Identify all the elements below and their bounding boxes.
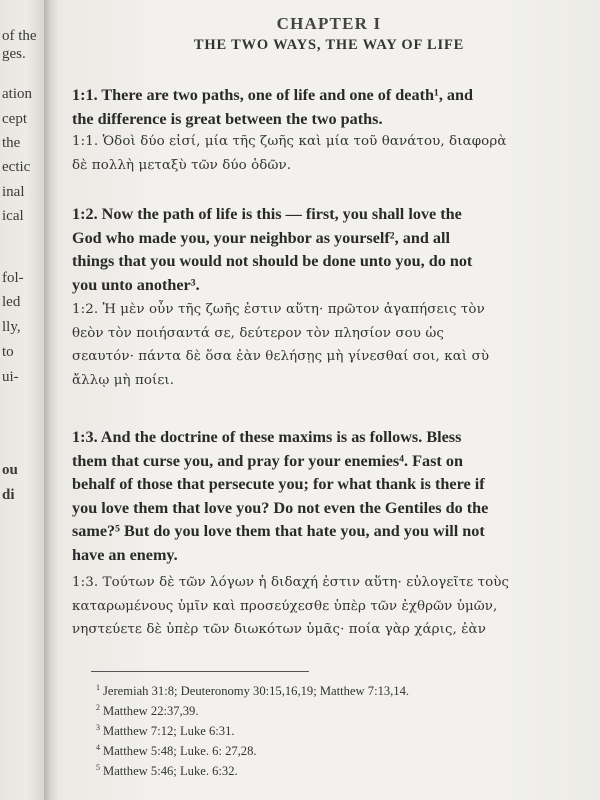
chapter-subtitle: THE TWO WAYS, THE WAY OF LIFE: [193, 37, 465, 53]
left-page-line: ui-: [2, 369, 19, 385]
footnote: [96, 683, 409, 699]
book-page: [58, 0, 600, 800]
greek-line: σεαυτόν· πάντα δὲ ὅσα ἐὰν θελήσῃς μὴ γίνεσθαί σοι, καὶ σὺ: [72, 349, 490, 364]
left-page-line: the: [2, 135, 21, 151]
left-page-line: inal: [2, 184, 25, 200]
verse-1-1-greek: [72, 130, 592, 177]
verse-1-3-greek: [72, 571, 592, 642]
left-page-line: to: [2, 344, 14, 360]
greek-line: 1:2. Ἡ μὲν οὖν τῆς ζωῆς ἐστιν αὕτη· πρῶτον ἀγαπήσεις τὸν: [72, 302, 485, 317]
verse-1-2-english: [72, 203, 592, 297]
footnote-mark: 1: [96, 683, 100, 692]
english-line: you love them that love you? Do not even the Gentiles do the: [72, 498, 489, 517]
left-page-line: ation: [2, 86, 32, 102]
left-page-line: led: [2, 294, 21, 310]
left-page-line: cept: [2, 111, 27, 127]
footnote-mark: 2: [96, 703, 100, 712]
left-page-line: di: [2, 487, 15, 503]
greek-line: 1:3. Τούτων δὲ τῶν λόγων ἡ διδαχή ἐστιν αὕτη· εὐλογεῖτε τοὺς: [72, 575, 510, 590]
footnote: [96, 763, 238, 779]
english-line: you unto another³.: [72, 275, 200, 294]
left-page-line: ou: [2, 462, 18, 478]
footnote-text: Matthew 7:12; Luke 6:31.: [103, 724, 235, 739]
greek-line: ἄλλῳ μὴ ποίει.: [72, 372, 175, 388]
footnote: [96, 723, 235, 739]
footnote-text: Jeremiah 31:8; Deuteronomy 30:15,16,19; Matthew 7:13,14.: [103, 684, 410, 699]
english-line: them that curse you, and pray for your enemies⁴. Fast on: [72, 451, 463, 470]
left-page-line: ectic: [2, 159, 31, 175]
footnote-text: Matthew 5:48; Luke. 6: 27,28.: [103, 744, 257, 759]
english-line: things that you would not should be done unto you, do not: [72, 252, 473, 270]
english-line: 1:1. There are two paths, one of life and one of death¹, and: [72, 86, 474, 104]
footnote: [96, 703, 199, 719]
book-gutter: [44, 0, 58, 800]
greek-line: νηστεύετε δὲ ὑπὲρ τῶν διωκότων ὑμᾶς· ποία γὰρ χάρις, ἐὰν: [72, 622, 486, 637]
left-facing-page: [0, 0, 44, 800]
greek-line: θεὸν τὸν ποιήσαντά σε, δεύτερον τὸν πλησίον σου ὡς: [72, 325, 444, 341]
english-line: 1:3. And the doctrine of these maxims is as follows. Bless: [72, 428, 462, 446]
footnote-mark: 4: [96, 743, 100, 752]
left-page-line: of the: [2, 28, 37, 44]
verse-1-3-english: [72, 426, 592, 567]
english-line: have an enemy.: [72, 545, 178, 564]
footnote-mark: 3: [96, 723, 100, 732]
left-page-line: ges.: [2, 46, 26, 62]
verse-1-1-english: [72, 84, 592, 131]
verse-1-2-greek: [72, 298, 592, 392]
footnote-divider: [91, 671, 309, 672]
footnote-text: Matthew 5:46; Luke. 6:32.: [103, 764, 238, 779]
footnote-text: Matthew 22:37,39.: [103, 704, 199, 719]
left-page-line: lly,: [2, 319, 21, 335]
chapter-title: CHAPTER I: [276, 14, 382, 33]
greek-line: καταρωμένους ὑμῖν καὶ προσεύχεσθε ὑπὲρ τῶν ἐχθρῶν ὑμῶν,: [72, 598, 498, 614]
english-line: behalf of those that persecute you; for what thank is there if: [72, 475, 485, 493]
left-page-line: ical: [2, 208, 24, 224]
english-line: God who made you, your neighbor as yourself², and all: [72, 228, 450, 247]
english-line: the difference is great between the two paths.: [72, 109, 383, 128]
greek-line: δὲ πολλὴ μεταξὺ τῶν δύο ὁδῶν.: [72, 157, 292, 173]
left-page-line: fol-: [2, 270, 24, 286]
footnote: [96, 743, 257, 759]
greek-line: 1:1. Ὁδοὶ δύο εἰσί, μία τῆς ζωῆς καὶ μία τοῦ θανάτου, διαφορὰ: [72, 134, 507, 149]
footnote-mark: 5: [96, 763, 100, 772]
english-line: 1:2. Now the path of life is this — first, you shall love the: [72, 205, 462, 223]
english-line: same?⁵ But do you love them that hate you, and you will not: [72, 522, 485, 540]
